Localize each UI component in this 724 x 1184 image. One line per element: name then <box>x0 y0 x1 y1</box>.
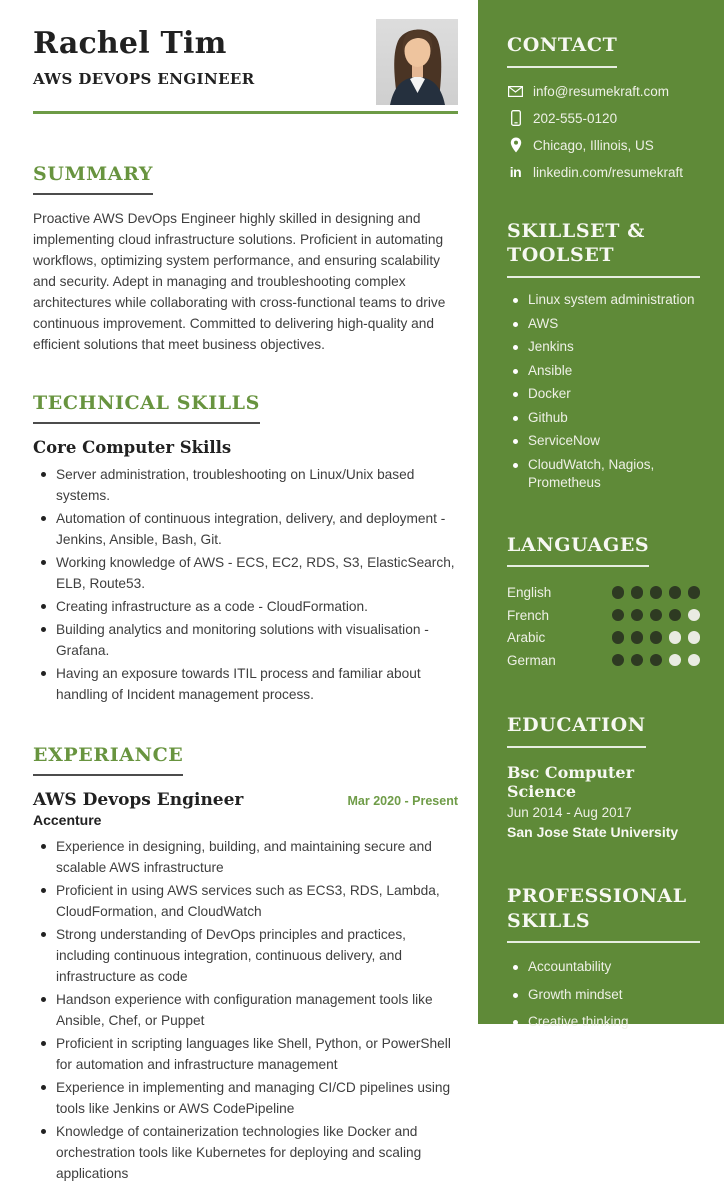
languages-section <box>507 533 700 672</box>
language-name: English <box>507 585 552 600</box>
language-row <box>507 649 700 672</box>
header-divider <box>33 111 458 114</box>
education-dates: Jun 2014 - Aug 2017 <box>507 804 632 820</box>
skillset-heading: SKILLSET & TOOLSET <box>507 219 700 278</box>
language-name: Arabic <box>507 630 546 645</box>
technical-skill-item: Automation of continuous integration, delivery, and deployment - Jenkins, Ansible, Bash, Git. <box>33 508 458 550</box>
level-dot-filled <box>631 586 644 599</box>
technical-skill-item: Building analytics and monitoring solutions with visualisation - Grafana. <box>33 619 458 661</box>
language-level-dots <box>605 654 700 667</box>
languages-heading: LANGUAGES <box>507 533 649 568</box>
skillset-item: ServiceNow <box>507 432 700 451</box>
language-level-dots <box>605 586 700 599</box>
technical-skill-item: Working knowledge of AWS - ECS, EC2, RDS, S3, ElasticSearch, ELB, Route53. <box>33 552 458 594</box>
technical-skills-list <box>33 464 458 705</box>
experience-bullet-item: Experience in designing, building, and maintaining secure and scalable AWS infrastructure <box>33 836 458 878</box>
level-dot-empty <box>688 609 701 622</box>
contact-linkedin-value[interactable]: linkedin.com/resumekraft <box>533 164 684 180</box>
job-title: AWS Devops Engineer <box>33 789 244 810</box>
skillset-item: Docker <box>507 385 700 404</box>
level-dot-filled <box>688 586 701 599</box>
level-dot-empty <box>669 654 682 667</box>
summary-section <box>33 164 458 355</box>
professional-skill-item: Accountability <box>507 958 700 977</box>
job-dates: Mar 2020 - Present <box>347 793 458 808</box>
skillset-section <box>507 219 700 493</box>
experience-bullet-item: Proficient in using AWS services such as ECS3, RDS, Lambda, CloudFormation, and CloudWatch <box>33 880 458 922</box>
email-icon <box>507 83 524 100</box>
skillset-item: Jenkins <box>507 338 700 357</box>
summary-heading: SUMMARY <box>33 164 153 195</box>
language-level-dots <box>605 609 700 622</box>
person-job-title: AWS DEVOPS ENGINEER <box>33 70 255 88</box>
level-dot-filled <box>650 609 663 622</box>
experience-bullets-list <box>33 836 458 1184</box>
level-dot-empty <box>669 631 682 644</box>
level-dot-filled <box>612 654 625 667</box>
level-dot-filled <box>650 654 663 667</box>
contact-item-phone <box>507 110 700 127</box>
language-row <box>507 604 700 627</box>
language-row <box>507 626 700 649</box>
level-dot-empty <box>688 631 701 644</box>
profile-photo <box>376 19 458 105</box>
contact-phone-value[interactable]: 202-555-0120 <box>533 110 618 126</box>
level-dot-empty <box>688 654 701 667</box>
resume-header <box>33 0 458 111</box>
skillset-item: CloudWatch, Nagios, Prometheus <box>507 456 700 493</box>
level-dot-filled <box>669 586 682 599</box>
contact-section <box>507 33 700 181</box>
language-name: German <box>507 652 556 668</box>
skillset-item: Github <box>507 409 700 428</box>
experience-bullet-item: Handson experience with configuration management tools like Ansible, Chef, or Puppet <box>33 989 458 1031</box>
technical-skill-item: Creating infrastructure as a code - CloudFormation. <box>33 596 458 617</box>
level-dot-filled <box>631 609 644 622</box>
professional-skills-section <box>507 884 700 1032</box>
technical-skills-section <box>33 393 458 705</box>
technical-skill-item: Having an exposure towards ITIL process and familiar about handling of Incident management process. <box>33 663 458 705</box>
level-dot-filled <box>650 586 663 599</box>
professional-skills-list <box>507 958 700 1032</box>
phone-icon <box>507 110 524 127</box>
contact-list <box>507 83 700 181</box>
professional-skill-item: Growth mindset <box>507 986 700 1005</box>
summary-text: Proactive AWS DevOps Engineer highly skilled in designing and implementing cloud infrastructure solutions. Proficient in automating workflows, optimizing system performance, and ensuring scalability and security. Adept in managing and troubleshooting complex architectures while collaborating with cross-functional teams to drive continuous improvement. Committed to delivering high-quality and efficient solutions that meet business objectives. <box>33 210 446 352</box>
experience-bullet-item: Experience in implementing and managing CI/CD pipelines using tools like Jenkins or AWS CodePipeline <box>33 1077 458 1119</box>
professional-skills-heading: PROFESSIONAL SKILLS <box>507 884 700 943</box>
contact-email-value[interactable]: info@resumekraft.com <box>533 83 669 99</box>
languages-list <box>507 581 700 671</box>
contact-location-value: Chicago, Illinois, US <box>533 137 654 153</box>
experience-section <box>33 745 458 1184</box>
contact-item-email <box>507 83 700 100</box>
contact-item-linkedin <box>507 164 700 181</box>
sidebar-column <box>478 0 724 1030</box>
location-icon <box>507 137 524 154</box>
language-level-dots <box>605 631 700 644</box>
language-row <box>507 581 700 604</box>
technical-skills-heading: TECHNICAL SKILLS <box>33 393 260 424</box>
skillset-item: Ansible <box>507 362 700 381</box>
core-skills-subheading: Core Computer Skills <box>33 437 232 457</box>
language-name: French <box>507 607 550 623</box>
education-section <box>507 713 700 840</box>
level-dot-filled <box>631 654 644 667</box>
contact-heading: CONTACT <box>507 33 617 68</box>
level-dot-filled <box>631 631 644 644</box>
experience-bullet-item: Strong understanding of DevOps principles and practices, including continuous integration, continuous delivery, and infrastructure as code <box>33 924 458 987</box>
experience-bullet-item: Proficient in scripting languages like Shell, Python, or PowerShell for automation and infrastructure management <box>33 1033 458 1075</box>
education-degree: Bsc Computer Science <box>507 762 634 801</box>
level-dot-filled <box>650 631 663 644</box>
person-name: Rachel Tim <box>33 26 227 61</box>
professional-skill-item: Creative thinking <box>507 1013 700 1032</box>
job-company: Accenture <box>33 811 102 828</box>
linkedin-icon: in <box>509 164 522 181</box>
level-dot-filled <box>669 609 682 622</box>
skillset-item: AWS <box>507 315 700 334</box>
education-school: San Jose State University <box>507 823 679 840</box>
level-dot-filled <box>612 609 625 622</box>
skillset-item: Linux system administration <box>507 291 700 310</box>
contact-item-location <box>507 137 700 154</box>
technical-skill-item: Server administration, troubleshooting on Linux/Unix based systems. <box>33 464 458 506</box>
experience-bullet-item: Knowledge of containerization technologies like Docker and orchestration tools like Kubernetes for deploying and scaling applications <box>33 1121 458 1184</box>
level-dot-filled <box>612 631 625 644</box>
skillset-list <box>507 291 700 493</box>
level-dot-filled <box>612 586 625 599</box>
education-heading: EDUCATION <box>507 713 646 748</box>
job-header-row <box>33 790 458 810</box>
experience-heading: EXPERIANCE <box>33 745 183 776</box>
